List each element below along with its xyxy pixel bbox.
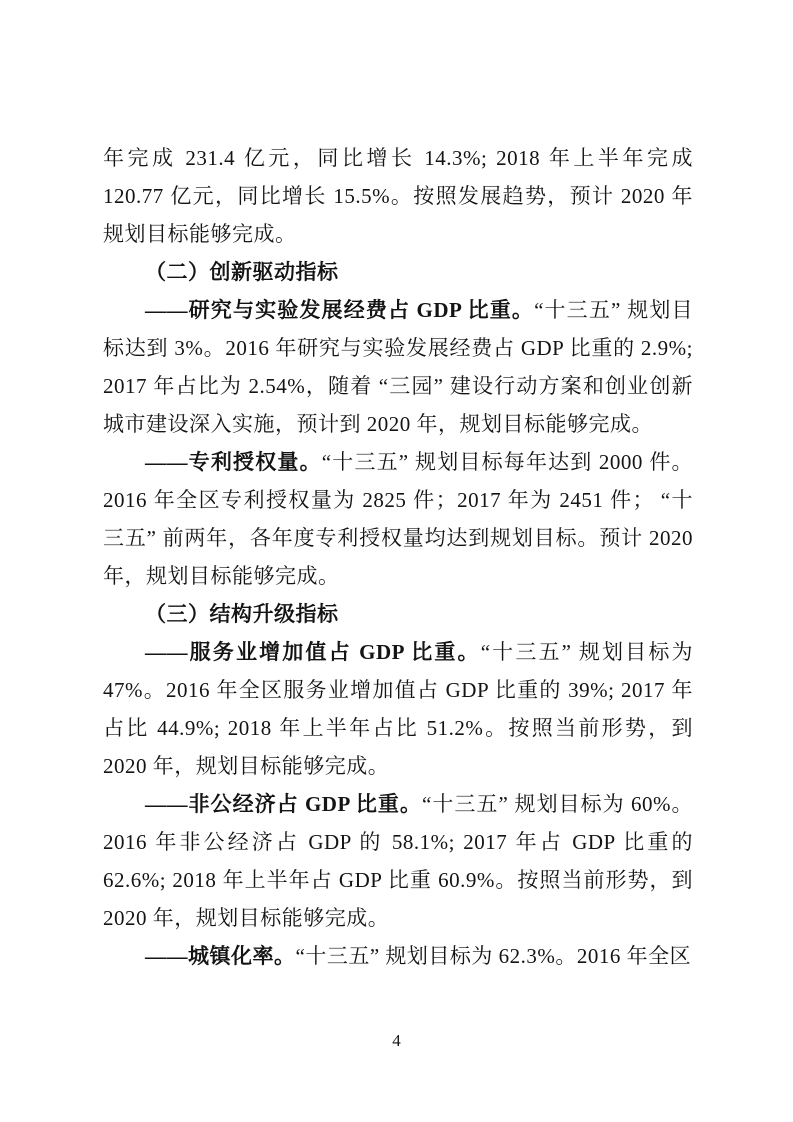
page-number: 4 (392, 1031, 401, 1050)
paragraph-continuation (103, 139, 693, 253)
indicator-text: “十三五” 规划目标每年达到 2000 件。2016 年全区专利授权量为 2825 件；2017 年为 2451 件； “十三五” 前两年，各年度专利授权量均达到规划目标。预计 2020 年，规划目标能够完成。 (103, 450, 694, 588)
indicator-paragraph-non-public-economy (103, 785, 693, 937)
section-heading-structure-upgrade (103, 595, 693, 633)
indicator-title: ——专利授权量。 (145, 450, 322, 474)
indicator-title: ——服务业增加值占 GDP 比重。 (145, 640, 481, 664)
indicator-title: ——城镇化率。 (145, 944, 296, 968)
heading-text: （三）结构升级指标 (145, 602, 339, 626)
indicator-text: “十三五” 规划目标达到 3%。2016 年研究与实验发展经费占 GDP 比重的 2.9%; 2017 年占比为 2.54%，随着 “三园” 建设行动方案和创业创新城市建设深入实施，预计到 2020 年，规划目标能够完成。 (103, 298, 693, 436)
indicator-paragraph-urbanization-rate (103, 937, 693, 975)
indicator-text: “十三五” 规划目标为 47%。2016 年全区服务业增加值占 GDP 比重的 39%; 2017 年占比 44.9%; 2018 年上半年占比 51.2%。按照当前形势，到 2020 年，规划目标能够完成。 (103, 640, 693, 778)
indicator-paragraph-patent-grants (103, 443, 693, 595)
indicator-title: ——非公经济占 GDP 比重。 (145, 792, 422, 816)
section-heading-innovation (103, 253, 693, 291)
indicator-text: “十三五” 规划目标为 62.3%。2016 年全区 (295, 944, 692, 968)
indicator-paragraph-service-industry (103, 633, 693, 785)
heading-text: （二）创新驱动指标 (145, 260, 339, 284)
indicator-title: ——研究与实验发展经费占 GDP 比重。 (145, 298, 535, 322)
indicator-text: “十三五” 规划目标为 60%。2016 年非公经济占 GDP 的 58.1%; 2017 年占 GDP 比重的 62.6%; 2018 年上半年占 GDP 比重 60.9%。按照当前形势，到 2020 年，规划目标能够完成。 (103, 792, 693, 930)
page-body (103, 139, 693, 975)
paragraph-text: 年完成 231.4 亿元，同比增长 14.3%; 2018 年上半年完成 120.77 亿元，同比增长 15.5%。按照发展趋势，预计 2020 年规划目标能够完成。 (103, 146, 693, 246)
page-footer (0, 1031, 793, 1051)
indicator-paragraph-rd-expenditure (103, 291, 693, 443)
